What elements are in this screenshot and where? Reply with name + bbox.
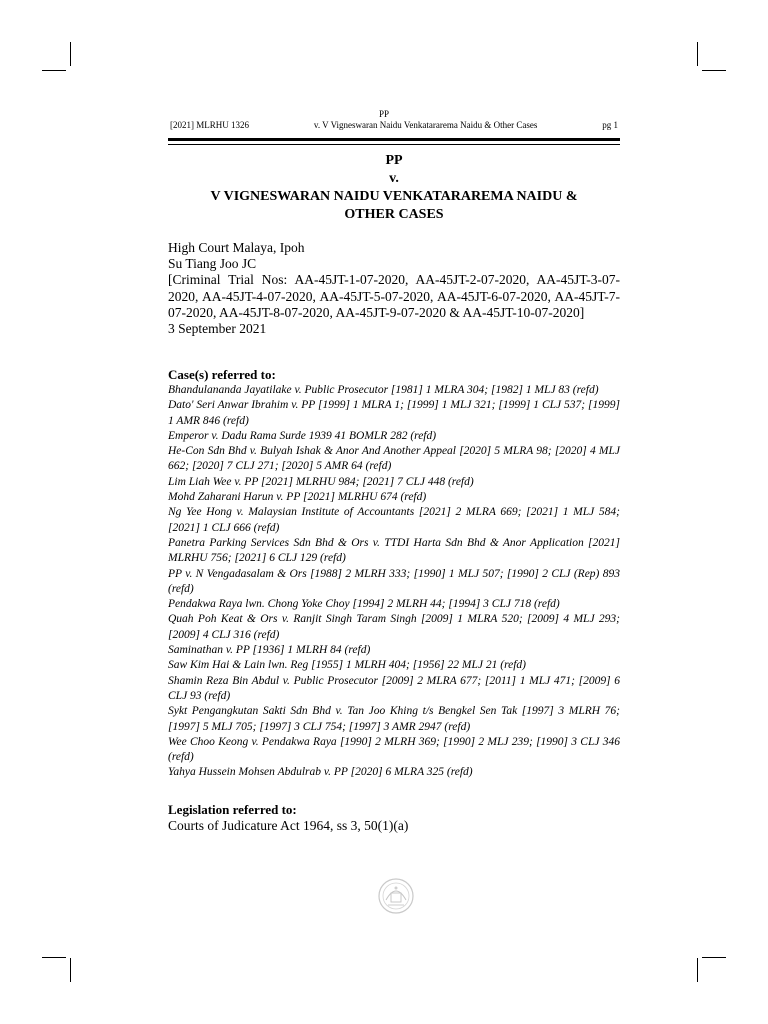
crop-mark xyxy=(702,70,726,71)
cases-referred-section xyxy=(168,367,620,781)
case-item: Saw Kim Hai & Lain lwn. Reg [1955] 1 MLRH 404; [1956] 22 MLJ 21 (refd) xyxy=(168,659,526,672)
case-item: Yahya Hussein Mohsen Abdulrab v. PP [2020] 6 MLRA 325 (refd) xyxy=(168,766,473,779)
case-title-line: OTHER CASES xyxy=(344,207,444,222)
legislation-section xyxy=(168,802,620,834)
case-item: Sykt Pengangkutan Sakti Sdn Bhd v. Tan Joo Khing t/s Bengkel Sen Tak [1997] 3 MLRH 76; [1997] 5 MLJ 705; [1997] 3 CLJ 754; [1997] 3 AMR 2947 (refd) xyxy=(168,705,620,733)
legislation-heading: Legislation referred to: xyxy=(168,802,297,817)
cases-list xyxy=(168,383,620,781)
case-item: Mohd Zaharani Harun v. PP [2021] MLRHU 674 (refd) xyxy=(168,491,427,504)
legislation-item: Courts of Judicature Act 1964, ss 3, 50(1)(a) xyxy=(168,818,409,833)
header-rule-thin xyxy=(168,144,620,145)
case-item: Dato' Seri Anwar Ibrahim v. PP [1999] 1 MLRA 1; [1999] 1 MLJ 321; [1999] 1 CLJ 537; [1999] 1 AMR 846 (refd) xyxy=(168,399,620,427)
case-title-line: v. xyxy=(389,171,399,186)
case-title-line: PP xyxy=(385,153,403,168)
court-name: High Court Malaya, Ipoh xyxy=(168,240,305,255)
case-item: Emperor v. Dadu Rama Surde 1939 41 BOMLR 282 (refd) xyxy=(168,429,437,442)
running-header-citation: [2021] MLRHU 1326 xyxy=(170,120,249,130)
case-numbers: [Criminal Trial Nos: AA-45JT-1-07-2020, AA-45JT-2-07-2020, AA-45JT-3-07-2020, AA-45JT-4-07-2020, AA-45JT-5-07-2020, AA-45JT-6-07-2020, AA-45JT-7-07-2020, AA-45JT-8-07-2020, AA-45JT-9-07-2020 & AA-45JT-10-07-2020] xyxy=(168,272,620,320)
case-title-line: V VIGNESWARAN NAIDU VENKATARAREMA NAIDU & xyxy=(210,189,578,204)
running-header-title: v. V Vigneswaran Naidu Venkatararema Naidu & Other Cases xyxy=(313,120,538,130)
running-header xyxy=(170,120,618,130)
case-item: Quah Poh Keat & Ors v. Ranjit Singh Taram Singh [2009] 1 MLRA 520; [2009] 4 MLJ 293; [2009] 4 CLJ 316 (refd) xyxy=(168,613,620,641)
cases-heading: Case(s) referred to: xyxy=(168,367,276,382)
case-item: Bhandulananda Jayatilake v. Public Prosecutor [1981] 1 MLRA 304; [1982] 1 MLJ 83 (refd) xyxy=(168,384,599,396)
running-header-page: pg 1 xyxy=(602,120,618,130)
crop-mark xyxy=(697,958,698,982)
case-meta xyxy=(168,240,620,337)
case-item: PP v. N Vengadasalam & Ors [1988] 2 MLRH 333; [1990] 1 MLJ 507; [1990] 2 CLJ (Rep) 893 (refd) xyxy=(168,567,620,595)
court-seal-icon xyxy=(374,876,418,916)
case-title xyxy=(168,152,620,224)
crop-mark xyxy=(70,958,71,982)
case-item: Wee Choo Keong v. Pendakwa Raya [1990] 2 MLRH 369; [1990] 2 MLJ 239; [1990] 3 CLJ 346 (refd) xyxy=(168,735,620,764)
crop-mark xyxy=(42,957,66,958)
case-item: Panetra Parking Services Sdn Bhd & Ors v. TTDI Harta Sdn Bhd & Anor Application [2021] MLRHU 756; [2021] 6 CLJ 129 (refd) xyxy=(168,536,620,565)
crop-mark xyxy=(697,42,698,66)
case-item: Shamin Reza Bin Abdul v. Public Prosecutor [2009] 2 MLRA 677; [2011] 1 MLJ 471; [2009] 6 CLJ 93 (refd) xyxy=(168,674,620,702)
case-item: Pendakwa Raya lwn. Chong Yoke Choy [1994] 2 MLRH 44; [1994] 3 CLJ 718 (refd) xyxy=(168,598,560,611)
case-item: Ng Yee Hong v. Malaysian Institute of Accountants [2021] 2 MLRA 669; [2021] 1 MLJ 584; [2021] 1 CLJ 666 (refd) xyxy=(168,506,620,534)
crop-mark xyxy=(42,70,66,71)
case-item: Lim Liah Wee v. PP [2021] MLRHU 984; [2021] 7 CLJ 448 (refd) xyxy=(168,475,474,488)
running-header-top: PP xyxy=(378,109,389,119)
case-item: He-Con Sdn Bhd v. Bulyah Ishak & Anor And Another Appeal [2020] 5 MLRA 98; [2020] 4 MLJ 662; [2020] 7 CLJ 271; [2020] 5 AMR 64 (refd) xyxy=(168,445,620,473)
crop-mark xyxy=(70,42,71,66)
judgment-date: 3 September 2021 xyxy=(168,321,267,337)
crop-mark xyxy=(702,957,726,958)
header-rule-thick xyxy=(168,138,620,141)
case-item: Saminathan v. PP [1936] 1 MLRH 84 (refd) xyxy=(168,644,371,657)
judge-name: Su Tiang Joo JC xyxy=(168,256,257,272)
court-seal-icon xyxy=(374,876,418,916)
